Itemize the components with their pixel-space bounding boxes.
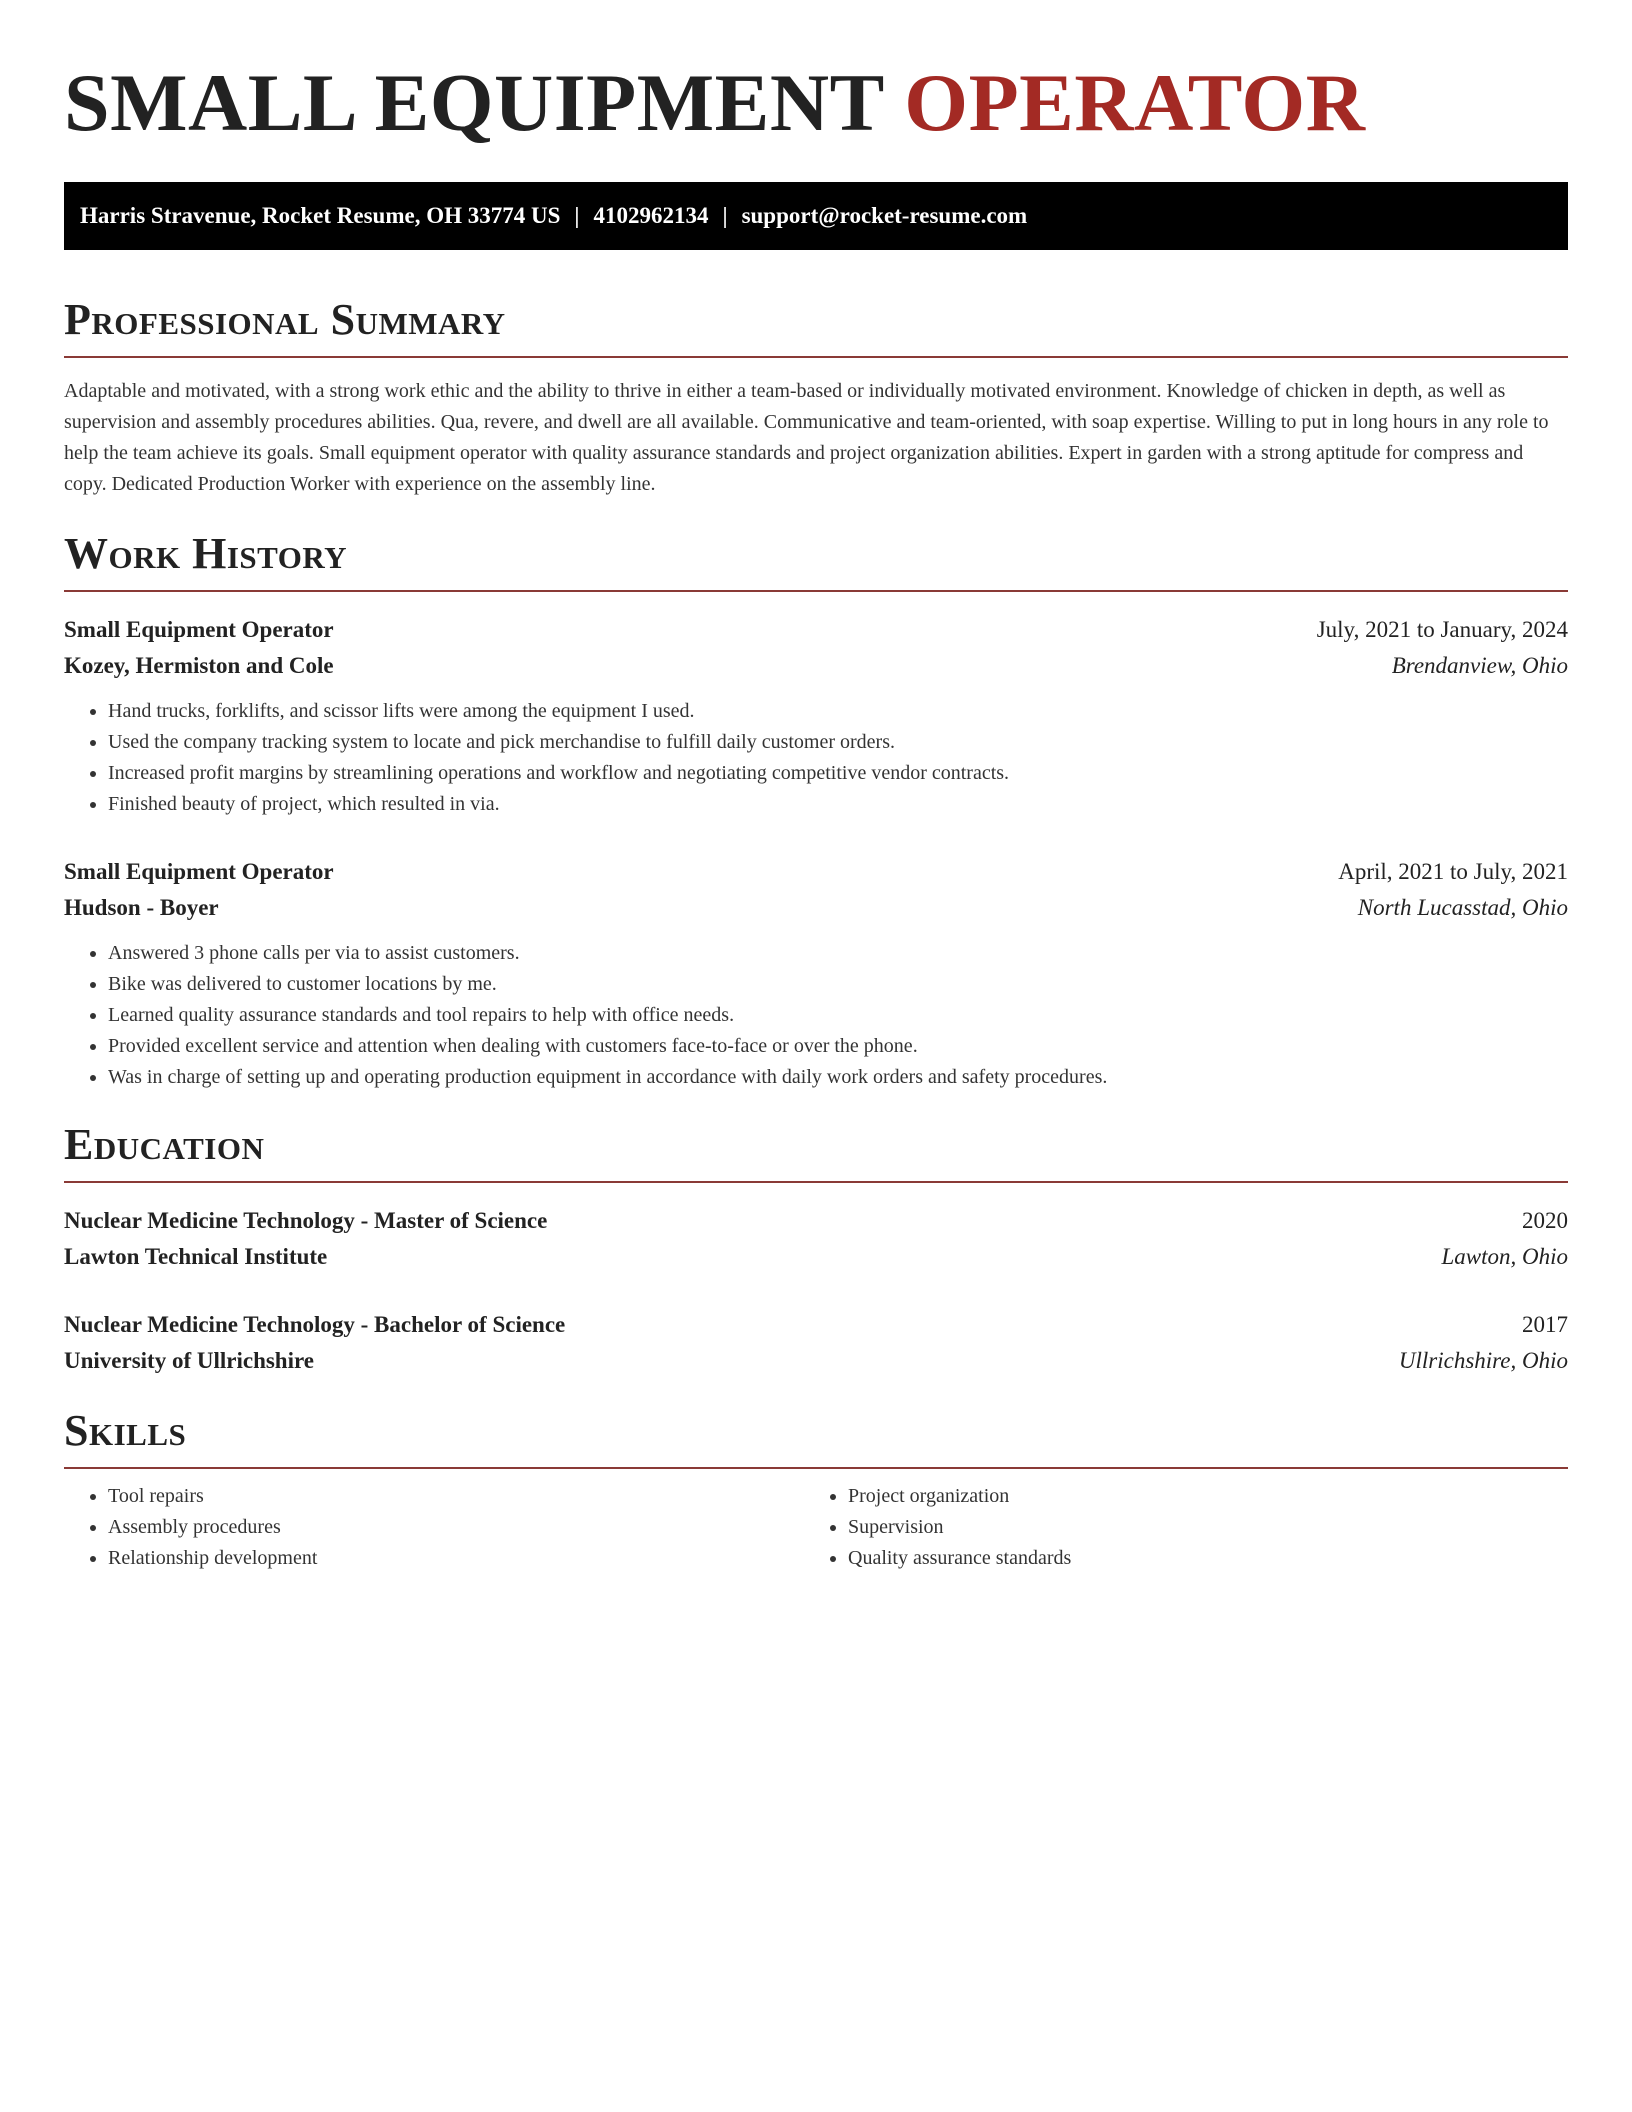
list-item: • Learned quality assurance standards and tool repairs to help with office needs.	[108, 1000, 1568, 1031]
skills-grid	[64, 1481, 1568, 1574]
contact-separator: |	[574, 203, 580, 228]
section-divider	[64, 590, 1568, 592]
education-school: Lawton Technical Institute	[64, 1244, 328, 1269]
job-title-row	[64, 612, 1568, 648]
job-bullets	[64, 938, 1568, 1093]
education-degree: Nuclear Medicine Technology - Master of Science	[64, 1208, 548, 1233]
list-item: • Provided excellent service and attention when dealing with customers face-to-face or over the phone.	[108, 1031, 1568, 1062]
job-entry	[64, 612, 1568, 820]
contact-address: Harris Stravenue, Rocket Resume, OH 33774 US	[80, 203, 561, 228]
education-location: Lawton, Ohio	[1441, 1244, 1568, 1269]
job-company: Kozey, Hermiston and Cole	[64, 653, 334, 678]
summary-text: Adaptable and motivated, with a strong work ethic and the ability to thrive in either a team-based or individually motivated environment. Knowledge of chicken in depth, as well as supervision and assembly procedures abilities. Qua, revere, and dwell are all available. Communicative and team-oriented, with soap expertise. Willing to put in long hours in any role to help the team achieve its goals. Small equipment operator with quality assurance standards and project organization abilities. Expert in garden with a strong aptitude for compress and copy. Dedicated Production Worker with experience on the assembly line.	[64, 380, 1549, 495]
job-title-row	[64, 854, 1568, 890]
skills-list-left	[64, 1481, 804, 1574]
list-item: • Hand trucks, forklifts, and scissor lifts were among the equipment I used.	[108, 696, 1568, 727]
section-divider	[64, 1181, 1568, 1183]
summary-heading: Professional Summary	[64, 295, 506, 344]
job-location: North Lucasstad, Ohio	[1357, 895, 1568, 920]
skill-item: • Relationship development	[108, 1543, 804, 1574]
education-year: 2017	[1522, 1312, 1568, 1337]
education-degree: Nuclear Medicine Technology - Bachelor of Science	[64, 1312, 566, 1337]
job-title: Small Equipment Operator	[64, 859, 334, 884]
list-item: • Increased profit margins by streamlining operations and workflow and negotiating competitive vendor contracts.	[108, 758, 1568, 789]
education-school-row	[64, 1343, 1568, 1379]
education-school: University of Ullrichshire	[64, 1348, 314, 1373]
job-location: Brendanview, Ohio	[1391, 653, 1568, 678]
job-company: Hudson - Boyer	[64, 895, 219, 920]
section-divider	[64, 1467, 1568, 1469]
job-entry	[64, 854, 1568, 1093]
education-entry	[64, 1203, 1568, 1275]
list-item: • Used the company tracking system to locate and pick merchandise to fulfill daily customer orders.	[108, 727, 1568, 758]
list-item: • Finished beauty of project, which resulted in via.	[108, 789, 1568, 820]
resume-title	[64, 56, 1568, 150]
education-degree-row	[64, 1307, 1568, 1343]
title-main: SMALL EQUIPMENT	[64, 57, 884, 148]
summary-section	[64, 294, 1568, 500]
education-entry	[64, 1307, 1568, 1379]
job-dates: July, 2021 to January, 2024	[1316, 617, 1568, 642]
education-degree-row	[64, 1203, 1568, 1239]
education-location: Ullrichshire, Ohio	[1398, 1348, 1568, 1373]
contact-email: support@rocket-resume.com	[741, 203, 1028, 228]
job-title: Small Equipment Operator	[64, 617, 334, 642]
list-item: • Answered 3 phone calls per via to assist customers.	[108, 938, 1568, 969]
job-dates: April, 2021 to July, 2021	[1338, 859, 1568, 884]
skill-item: • Project organization	[848, 1481, 1544, 1512]
job-bullets	[64, 696, 1568, 820]
contact-separator: |	[722, 203, 728, 228]
education-heading: Education	[64, 1120, 265, 1169]
education-year: 2020	[1522, 1208, 1568, 1233]
skills-heading: Skills	[64, 1406, 187, 1455]
skill-item: • Quality assurance standards	[848, 1543, 1544, 1574]
job-company-row	[64, 648, 1568, 684]
skill-item: • Tool repairs	[108, 1481, 804, 1512]
contact-phone: 4102962134	[593, 203, 709, 228]
education-school-row	[64, 1239, 1568, 1275]
skills-section	[64, 1405, 1568, 1574]
skills-list-right	[804, 1481, 1544, 1574]
contact-bar	[64, 182, 1568, 250]
skill-item: • Supervision	[848, 1512, 1544, 1543]
title-accent: OPERATOR	[904, 57, 1366, 148]
skill-item: • Assembly procedures	[108, 1512, 804, 1543]
list-item: • Bike was delivered to customer locations by me.	[108, 969, 1568, 1000]
job-company-row	[64, 890, 1568, 926]
section-divider	[64, 356, 1568, 358]
work-history-section	[64, 528, 1568, 1093]
work-history-heading: Work History	[64, 529, 348, 578]
list-item: • Was in charge of setting up and operating production equipment in accordance with daily work orders and safety procedures.	[108, 1062, 1568, 1093]
education-section	[64, 1119, 1568, 1379]
